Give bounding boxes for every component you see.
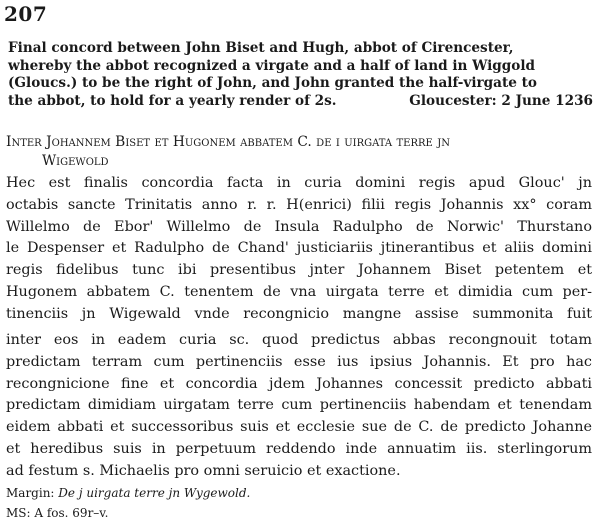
summary-last-line bbox=[8, 93, 593, 111]
latin-rubric bbox=[6, 133, 591, 171]
text-line: Hugonem abbatem C. tenentem de vna uirgata terre et dimidia cum per- bbox=[6, 283, 592, 300]
manuscript-note: MS: A fos. 69r–v. bbox=[6, 506, 109, 520]
text-line: et heredibus suis in perpetuum reddendo inde annuatim iis. sterlingorum bbox=[6, 440, 592, 457]
text-line: Hec est finalis concordia facta in curia domini regis apud Glouc' jn bbox=[6, 175, 592, 191]
margin-text: De j uirgata terre jn Wygewold. bbox=[58, 486, 251, 500]
text-line: predictam terram cum pertinenciis esse ius ipsius Johannis. Et pro hac bbox=[6, 353, 592, 370]
summary-line: Final concord between John Biset and Hugh, abbot of Cirencester, bbox=[8, 40, 514, 56]
margin-note bbox=[6, 485, 250, 501]
text-line: predictam dimidiam uirgatam terre cum pertinenciis habendam et tenendam bbox=[6, 397, 592, 414]
margin-label: Margin: bbox=[6, 486, 55, 500]
text-line: inter eos in eadem curia sc. quod predictus abbas recongnouit totam bbox=[6, 332, 592, 348]
rubric-line: Inter Johannem Biset et Hugonem abbatem C. de i uirgata terre jn bbox=[6, 134, 450, 150]
text-line: eidem abbati et successoribus suis et ecclesie sue de C. de predicto Johanne bbox=[6, 419, 592, 436]
place-date: Gloucester: 2 June 1236 bbox=[409, 92, 593, 109]
summary-line: whereby the abbot recognized a virgate and a half of land in Wiggold bbox=[8, 57, 536, 74]
text-line: octabis sancte Trinitatis anno r. r. H(enrici) filii regis Johannis xx° coram bbox=[6, 196, 592, 213]
text-line: regis fidelibus tunc ibi presentibus jnter Johannem Biset petentem et bbox=[6, 262, 592, 279]
text-line: Willelmo de Ebor' Willelmo de Insula Radulpho de Norwic' Thurstano bbox=[6, 218, 592, 235]
text-line: le Despenser et Radulpho de Chand' justiciariis jtinerantibus et aliis domini bbox=[6, 240, 592, 257]
latin-text-block-2 bbox=[6, 330, 592, 483]
latin-text-block-1 bbox=[6, 173, 592, 326]
rubric-line: Wigewold bbox=[42, 153, 109, 169]
text-line: tinenciis jn Wigewald vnde recongnicio mangne assise summonita fuit bbox=[6, 305, 592, 322]
text-line: ad festum s. Michaelis pro omni seruicio et exactione. bbox=[6, 462, 401, 479]
entry-number: 207 bbox=[4, 2, 48, 26]
text-line: recongnicione fine et concordia jdem Johannes concessit predicto abbati bbox=[6, 375, 592, 392]
entry-summary bbox=[8, 40, 593, 110]
summary-line: the abbot, to hold for a yearly render of 2s. bbox=[8, 92, 337, 109]
summary-line: (Gloucs.) to be the right of John, and John granted the half-virgate to bbox=[8, 75, 537, 91]
